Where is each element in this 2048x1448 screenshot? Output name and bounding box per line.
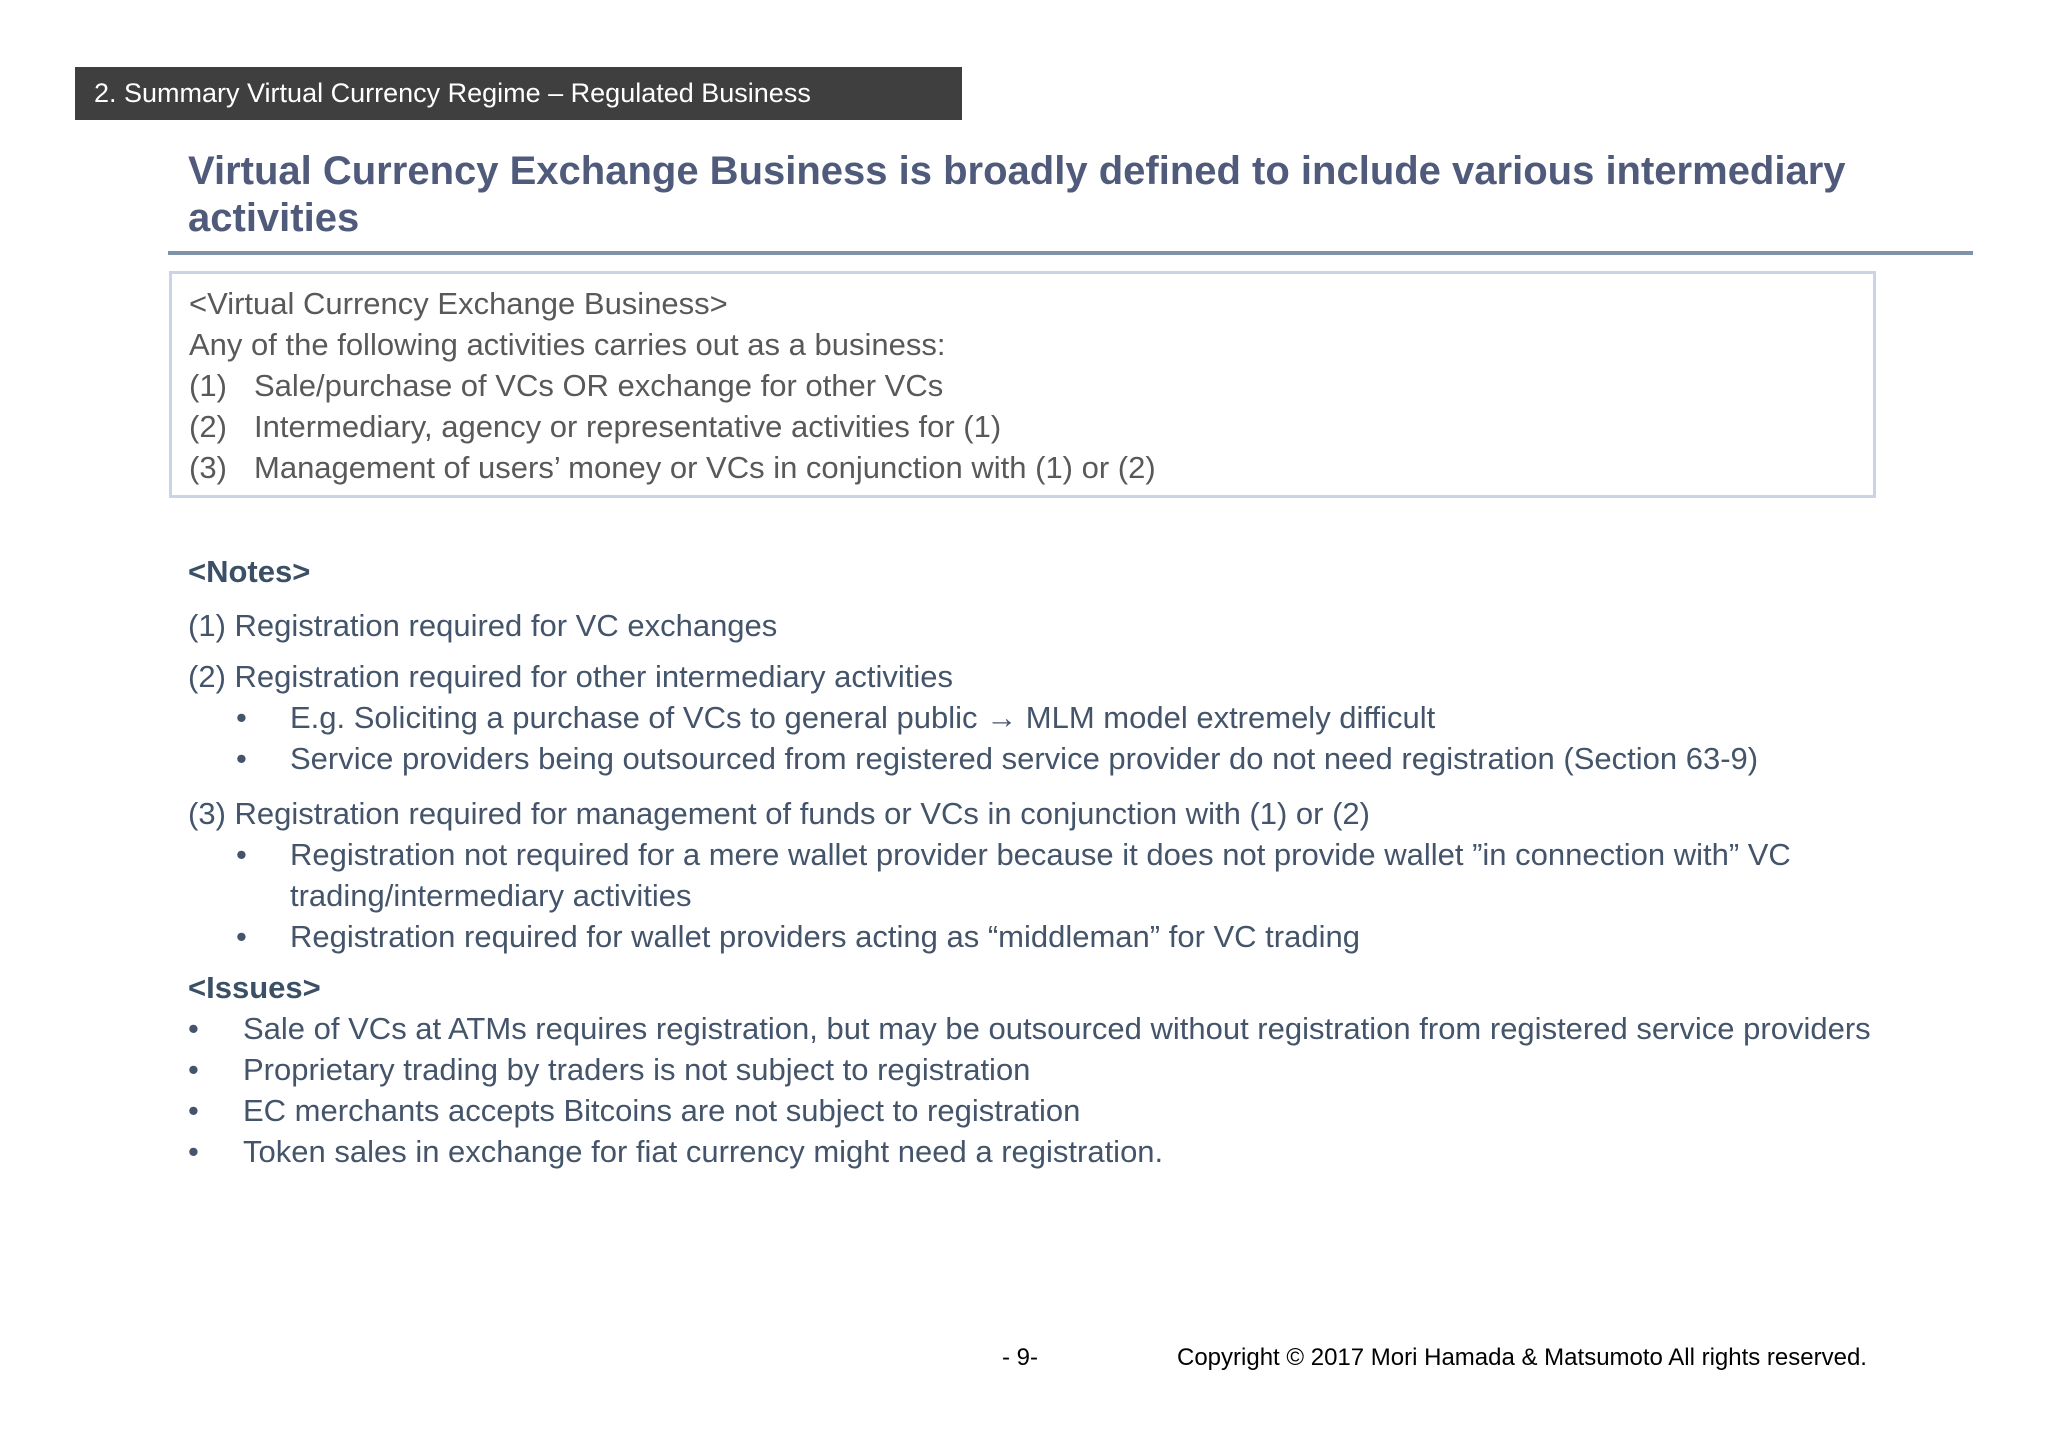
copyright-notice: Copyright © 2017 Mori Hamada & Matsumoto All rights reserved.: [1177, 1344, 1867, 1371]
note-bullet-list: [188, 697, 1908, 779]
note-bullet-list: [188, 834, 1908, 957]
definition-item-number: (2): [189, 409, 227, 444]
bullet-icon: •: [236, 919, 247, 954]
issue-text: Sale of VCs at ATMs requires registration, but may be outsourced without registration from registered service providers: [243, 1011, 1871, 1046]
definition-item-number: (3): [189, 450, 227, 485]
issues-list: [188, 1008, 1908, 1172]
page-number: - 9-: [1002, 1344, 1038, 1371]
note-bullet-text: Service providers being outsourced from registered service provider do not need registration (Section 63-9): [290, 741, 1759, 776]
issue-item: [188, 1131, 1908, 1172]
definition-intro: Any of the following activities carries out as a business:: [189, 327, 946, 362]
definition-item: [189, 365, 1873, 406]
bullet-icon: •: [236, 837, 247, 872]
issues-heading: <Issues>: [188, 970, 321, 1005]
issue-text: Token sales in exchange for fiat currency might need a registration.: [243, 1134, 1164, 1169]
note-bullet: [236, 738, 1908, 779]
bullet-icon: •: [188, 1093, 199, 1128]
note-bullet: [236, 834, 1908, 916]
definition-item: [189, 447, 1873, 488]
definition-item-text: Management of users’ money or VCs in conjunction with (1) or (2): [254, 450, 1156, 485]
note-bullet-text: Registration required for wallet providers acting as “middleman” for VC trading: [290, 919, 1360, 954]
definition-item-text: Intermediary, agency or representative activities for (1): [254, 409, 1002, 444]
definition-box: [169, 271, 1876, 498]
notes-heading: <Notes>: [188, 554, 311, 589]
definition-heading: <Virtual Currency Exchange Business>: [189, 286, 728, 321]
bullet-icon: •: [236, 741, 247, 776]
slide-title: Virtual Currency Exchange Business is broadly defined to include various intermediary activities: [188, 149, 1846, 240]
definition-item-number: (1): [189, 368, 227, 403]
definition-item: [189, 406, 1873, 447]
section-label: 2. Summary Virtual Currency Regime – Regulated Business: [94, 78, 811, 108]
bullet-icon: •: [188, 1052, 199, 1087]
note-bullet-text: E.g. Soliciting a purchase of VCs to general public → MLM model extremely difficult: [290, 700, 1436, 735]
issue-text: EC merchants accepts Bitcoins are not subject to registration: [243, 1093, 1081, 1128]
note-item: (1) Registration required for VC exchanges: [188, 608, 778, 643]
note-bullet: [236, 697, 1908, 738]
note-bullet: [236, 916, 1908, 957]
issue-item: [188, 1049, 1908, 1090]
issue-item: [188, 1008, 1908, 1049]
bullet-icon: •: [188, 1011, 199, 1046]
note-item: (3) Registration required for management of funds or VCs in conjunction with (1) or (2): [188, 796, 1370, 831]
definition-item-text: Sale/purchase of VCs OR exchange for other VCs: [254, 368, 944, 403]
title-divider: [168, 251, 1973, 255]
section-header-bar: [75, 67, 962, 120]
bullet-icon: •: [188, 1134, 199, 1169]
issue-item: [188, 1090, 1908, 1131]
main-content: [188, 549, 1908, 1172]
note-item: (2) Registration required for other intermediary activities: [188, 659, 953, 694]
issue-text: Proprietary trading by traders is not subject to registration: [243, 1052, 1031, 1087]
note-bullet-text: Registration not required for a mere wallet provider because it does not provide wallet ”in connection with” VC trading/intermediary activities: [290, 837, 1791, 913]
bullet-icon: •: [236, 700, 247, 735]
